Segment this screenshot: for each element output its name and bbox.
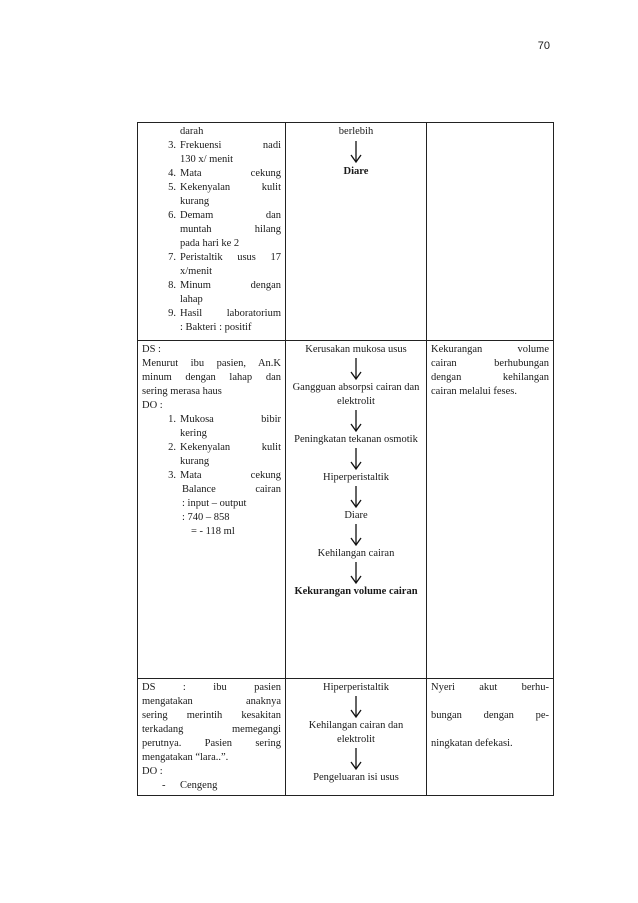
diagnosis-line: cairan melalui feses. (431, 386, 517, 397)
list-item-text (180, 307, 281, 335)
list-number: 1. (168, 414, 176, 425)
list-item-text: Cengeng (180, 780, 218, 791)
diagnosis-line: dengan kehilangan (431, 372, 549, 383)
do-label: DO : (142, 766, 163, 777)
text-line: Menurut ibu pasien, An.K (142, 358, 281, 369)
diagnosis-line: ningkatan defekasi. (431, 738, 513, 749)
flow-item: Gangguan absorpsi cairan dan elektrolit (292, 382, 420, 407)
arrow-down-icon (290, 695, 422, 719)
flow-result: Kekurangan volume cairan (294, 586, 418, 597)
list-line: pada hari ke 2 (180, 238, 240, 249)
list-item (160, 441, 281, 469)
list-item (160, 209, 281, 251)
diagnosis-line: Kekurangan volume (431, 344, 549, 355)
diagnosis-line: cairan berhubungan (431, 358, 549, 369)
list-item (162, 779, 281, 793)
list-line: : Bakteri : positif (180, 322, 252, 333)
arrow-down-icon (290, 447, 422, 471)
list-line: Kekenyalan kulit (180, 442, 281, 453)
list-item-text (180, 209, 281, 251)
dash-bullet: - (162, 780, 166, 791)
diagnosis-cell (427, 679, 554, 796)
flow-item: Peningkatan tekanan osmotik (294, 434, 418, 445)
arrow-down-icon (290, 357, 422, 381)
arrow-down-icon (290, 139, 422, 165)
list-line: Hasil laboratorium (180, 308, 281, 319)
balance-line: : input – output (182, 498, 247, 509)
list-item (160, 181, 281, 209)
list-item-text (180, 441, 281, 469)
list-item-text (180, 413, 281, 441)
list-number: 3. (168, 470, 176, 481)
list-line: Kekenyalan kulit (180, 182, 281, 193)
etiology-cell (286, 341, 427, 679)
list-item (160, 413, 281, 441)
arrow-down-icon (290, 409, 422, 433)
nursing-analysis-table (137, 122, 554, 796)
flow-item: Pengeluaran isi usus (313, 772, 399, 783)
list-line: Peristaltik usus 17 (180, 252, 281, 263)
do-label: DO : (142, 400, 163, 411)
numbered-list (142, 139, 281, 335)
flow-item: Hiperperistaltik (323, 472, 389, 483)
list-number: 2. (168, 442, 176, 453)
list-number: 4. (168, 168, 176, 179)
list-number: 8. (168, 280, 176, 291)
text-line: sering merintih kesakitan (142, 710, 281, 721)
list-number: 3. (168, 140, 176, 151)
table-row (138, 341, 554, 679)
list-line: Mukosa bibir (180, 414, 281, 425)
list-item (160, 251, 281, 279)
balance-line: = - 118 ml (191, 526, 235, 537)
arrow-down-icon (290, 523, 422, 547)
list-continuation: darah (180, 126, 204, 137)
data-cell (138, 679, 286, 796)
list-line: lahap (180, 294, 203, 305)
flow-item: Hiperperistaltik (323, 682, 389, 693)
list-line: Frekuensi nadi (180, 140, 281, 151)
text-line: minum dengan lahap dan (142, 372, 281, 383)
flow-item: Kerusakan mukosa usus (305, 344, 407, 355)
text-line: mengatakan anaknya (142, 696, 281, 707)
page-number: 70 (537, 40, 550, 52)
list-line: kurang (180, 456, 210, 467)
arrow-down-icon (290, 747, 422, 771)
list-line: kurang (180, 196, 210, 207)
etiology-cell (286, 679, 427, 796)
flow-item: Diare (344, 510, 368, 521)
table-row (138, 123, 554, 341)
diagnosis-cell (427, 123, 554, 341)
list-line: Demam dan (180, 210, 281, 221)
list-item (160, 167, 281, 181)
table-row (138, 679, 554, 796)
list-number: 9. (168, 308, 176, 319)
list-item-text (180, 251, 281, 279)
list-item-text (180, 181, 281, 209)
text-line: mengatakan “lara..”. (142, 752, 229, 763)
list-line: x/menit (180, 266, 213, 277)
data-cell (138, 123, 286, 341)
list-item-text (180, 167, 281, 181)
flow-item: Kehilangan cairan dan elektrolit (308, 720, 404, 745)
ds-text (142, 681, 281, 765)
flow-item: Kehilangan cairan (317, 548, 395, 559)
ds-label: DS : (142, 344, 161, 355)
list-item (160, 139, 281, 167)
diagnosis-line: bungan dengan pe- (431, 710, 549, 721)
data-cell (138, 341, 286, 679)
list-line: muntah hilang (180, 224, 281, 235)
text-line: perutnya. Pasien sering (142, 738, 281, 749)
flow-result: Diare (343, 166, 369, 177)
diagnosis-cell (427, 341, 554, 679)
list-line: Mata cekung (180, 470, 281, 481)
list-number: 7. (168, 252, 176, 263)
list-item (160, 469, 281, 483)
etiology-cell (286, 123, 427, 341)
list-item (160, 307, 281, 335)
balance-line: Balance cairan (182, 484, 281, 495)
list-item-text (180, 139, 281, 167)
text-line: DS : ibu pasien (142, 682, 281, 693)
list-line: Minum dengan (180, 280, 281, 291)
list-item-text (180, 279, 281, 307)
list-line: kering (180, 428, 207, 439)
text-line: sering merasa haus (142, 386, 222, 397)
ds-text (142, 357, 281, 399)
arrow-down-icon (290, 485, 422, 509)
flow-item: berlebih (338, 126, 374, 137)
balance-line: : 740 – 858 (182, 512, 230, 523)
list-line: Mata cekung (180, 168, 281, 179)
list-item (160, 279, 281, 307)
list-item-text (180, 469, 281, 483)
numbered-list (142, 413, 281, 483)
list-number: 5. (168, 182, 176, 193)
diagnosis-line: Nyeri akut berhu- (431, 682, 549, 693)
balance-block (182, 483, 281, 539)
arrow-down-icon (290, 561, 422, 585)
list-number: 6. (168, 210, 176, 221)
text-line: terkadang memegangi (142, 724, 281, 735)
list-line: 130 x/ menit (180, 154, 234, 165)
